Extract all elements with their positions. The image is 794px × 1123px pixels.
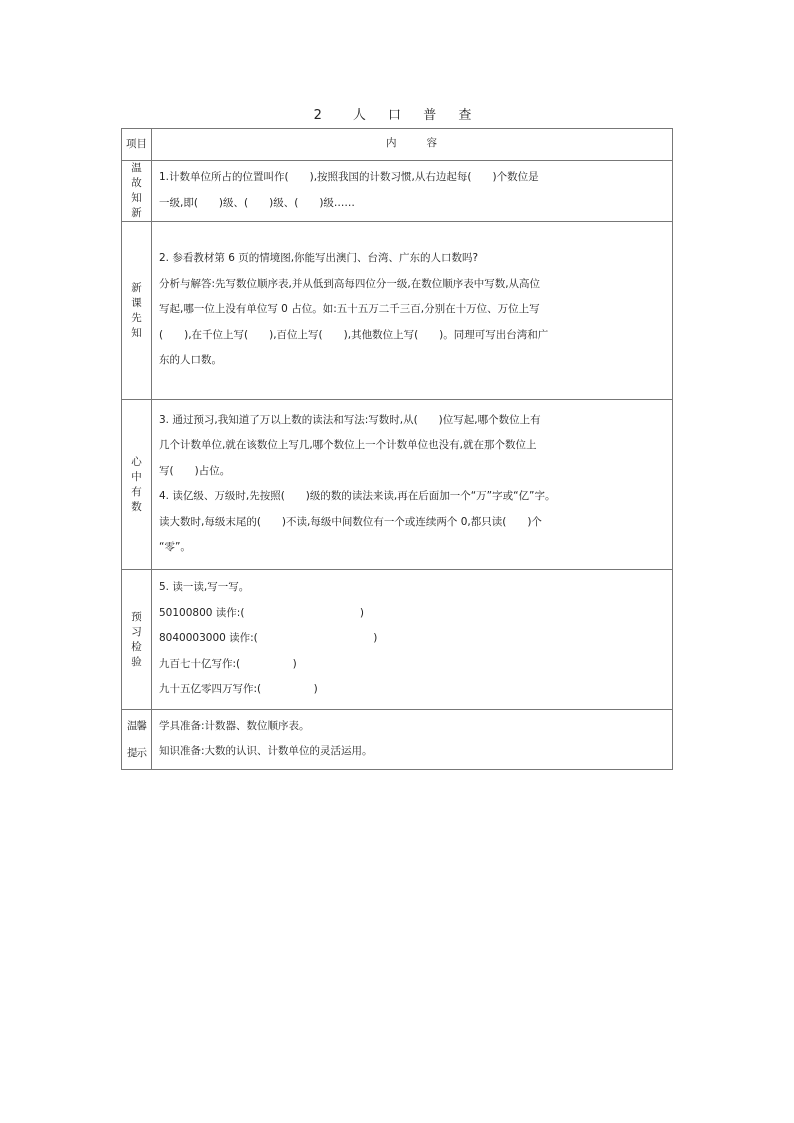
row-label-char: 知 — [131, 192, 142, 204]
preview-table — [121, 128, 673, 770]
row-label — [122, 400, 152, 570]
header-item: 项目 — [122, 129, 152, 161]
tip-content — [152, 710, 673, 770]
row-label-char: 有 — [131, 485, 142, 498]
page-title: 2 人 口 普 查 — [313, 108, 481, 123]
row-content — [152, 570, 673, 710]
content-line: 8040003000 读作:( ) — [159, 632, 378, 645]
row-label — [122, 570, 152, 710]
row-label-char: 知 — [131, 326, 142, 339]
tip-label — [122, 710, 152, 770]
table-row — [122, 710, 673, 770]
tip-label-line: 提示 — [127, 746, 146, 759]
row-label — [122, 222, 152, 400]
table-row — [122, 161, 673, 222]
content-line: 学具准备:计数器、数位顺序表。 — [159, 719, 310, 732]
table-row — [122, 400, 673, 570]
row-label-char: 课 — [131, 296, 142, 309]
content-line: 1.计数单位所占的位置叫作( ),按照我国的计数习惯,从右边起每( )个数位是 — [159, 171, 539, 183]
row-content — [152, 222, 673, 400]
content-line: 4. 读亿级、万级时,先按照( )级的数的读法来读,再在后面加一个“万”字或“亿”字。 — [159, 490, 556, 502]
row-label-char: 心 — [131, 455, 142, 468]
content-line: 东的人口数。 — [159, 354, 222, 367]
content-line: 九十五亿零四万写作:( ) — [159, 683, 318, 696]
content-line: “零”。 — [159, 541, 191, 553]
content-line: 分析与解答:先写数位顺序表,并从低到高每四位分一级,在数位顺序表中写数,从高位 — [159, 277, 541, 290]
content-line: 几个计数单位,就在该数位上写几,哪个数位上一个计数单位也没有,就在那个数位上 — [159, 439, 537, 451]
content-line: 一级,即( )级、( )级、( )级…… — [159, 196, 355, 209]
row-label-char: 检 — [131, 640, 142, 653]
header-content: 内 容 — [152, 129, 673, 161]
content-line: 写起,哪一位上没有单位写 0 占位。如:五十五万二千三百,分别在十万位、万位上写 — [159, 303, 540, 316]
row-label-char: 预 — [131, 610, 142, 623]
row-content — [152, 161, 673, 222]
content-line: 读大数时,每级末尾的( )不读,每级中间数位有一个或连续两个 0,都只读( )个 — [159, 515, 542, 528]
table-row — [122, 570, 673, 710]
content-line: 5. 读一读,写一写。 — [159, 581, 250, 594]
table-row — [122, 222, 673, 400]
row-label-char: 新 — [131, 281, 142, 294]
row-label-char: 故 — [131, 177, 142, 189]
content-line: ( ),在千位上写( ),百位上写( ),其他数位上写( )。同理可写出台湾和广 — [159, 328, 549, 341]
table-header-row — [122, 129, 673, 161]
row-label-char: 数 — [131, 500, 142, 513]
row-label-char: 温 — [131, 162, 142, 174]
row-content — [152, 400, 673, 570]
content-line: 知识准备:大数的认识、计数单位的灵活运用。 — [159, 745, 373, 757]
content-line: 九百七十亿写作:( ) — [159, 657, 297, 670]
content-line: 50100800 读作:( ) — [159, 606, 365, 619]
row-label-char: 验 — [131, 655, 142, 668]
row-label — [122, 161, 152, 222]
row-label-char: 中 — [131, 470, 142, 483]
content-line: 3. 通过预习,我知道了万以上数的读法和写法:写数时,从( )位写起,哪个数位上有 — [159, 413, 541, 426]
tip-label-line: 温馨 — [127, 719, 146, 732]
content-line: 2. 参看教材第 6 页的情境图,你能写出澳门、台湾、广东的人口数吗? — [159, 252, 479, 265]
content-line: 写( )占位。 — [159, 464, 231, 477]
row-label-char: 先 — [131, 311, 142, 324]
row-label-char: 新 — [131, 207, 142, 219]
row-label-char: 习 — [131, 625, 142, 638]
